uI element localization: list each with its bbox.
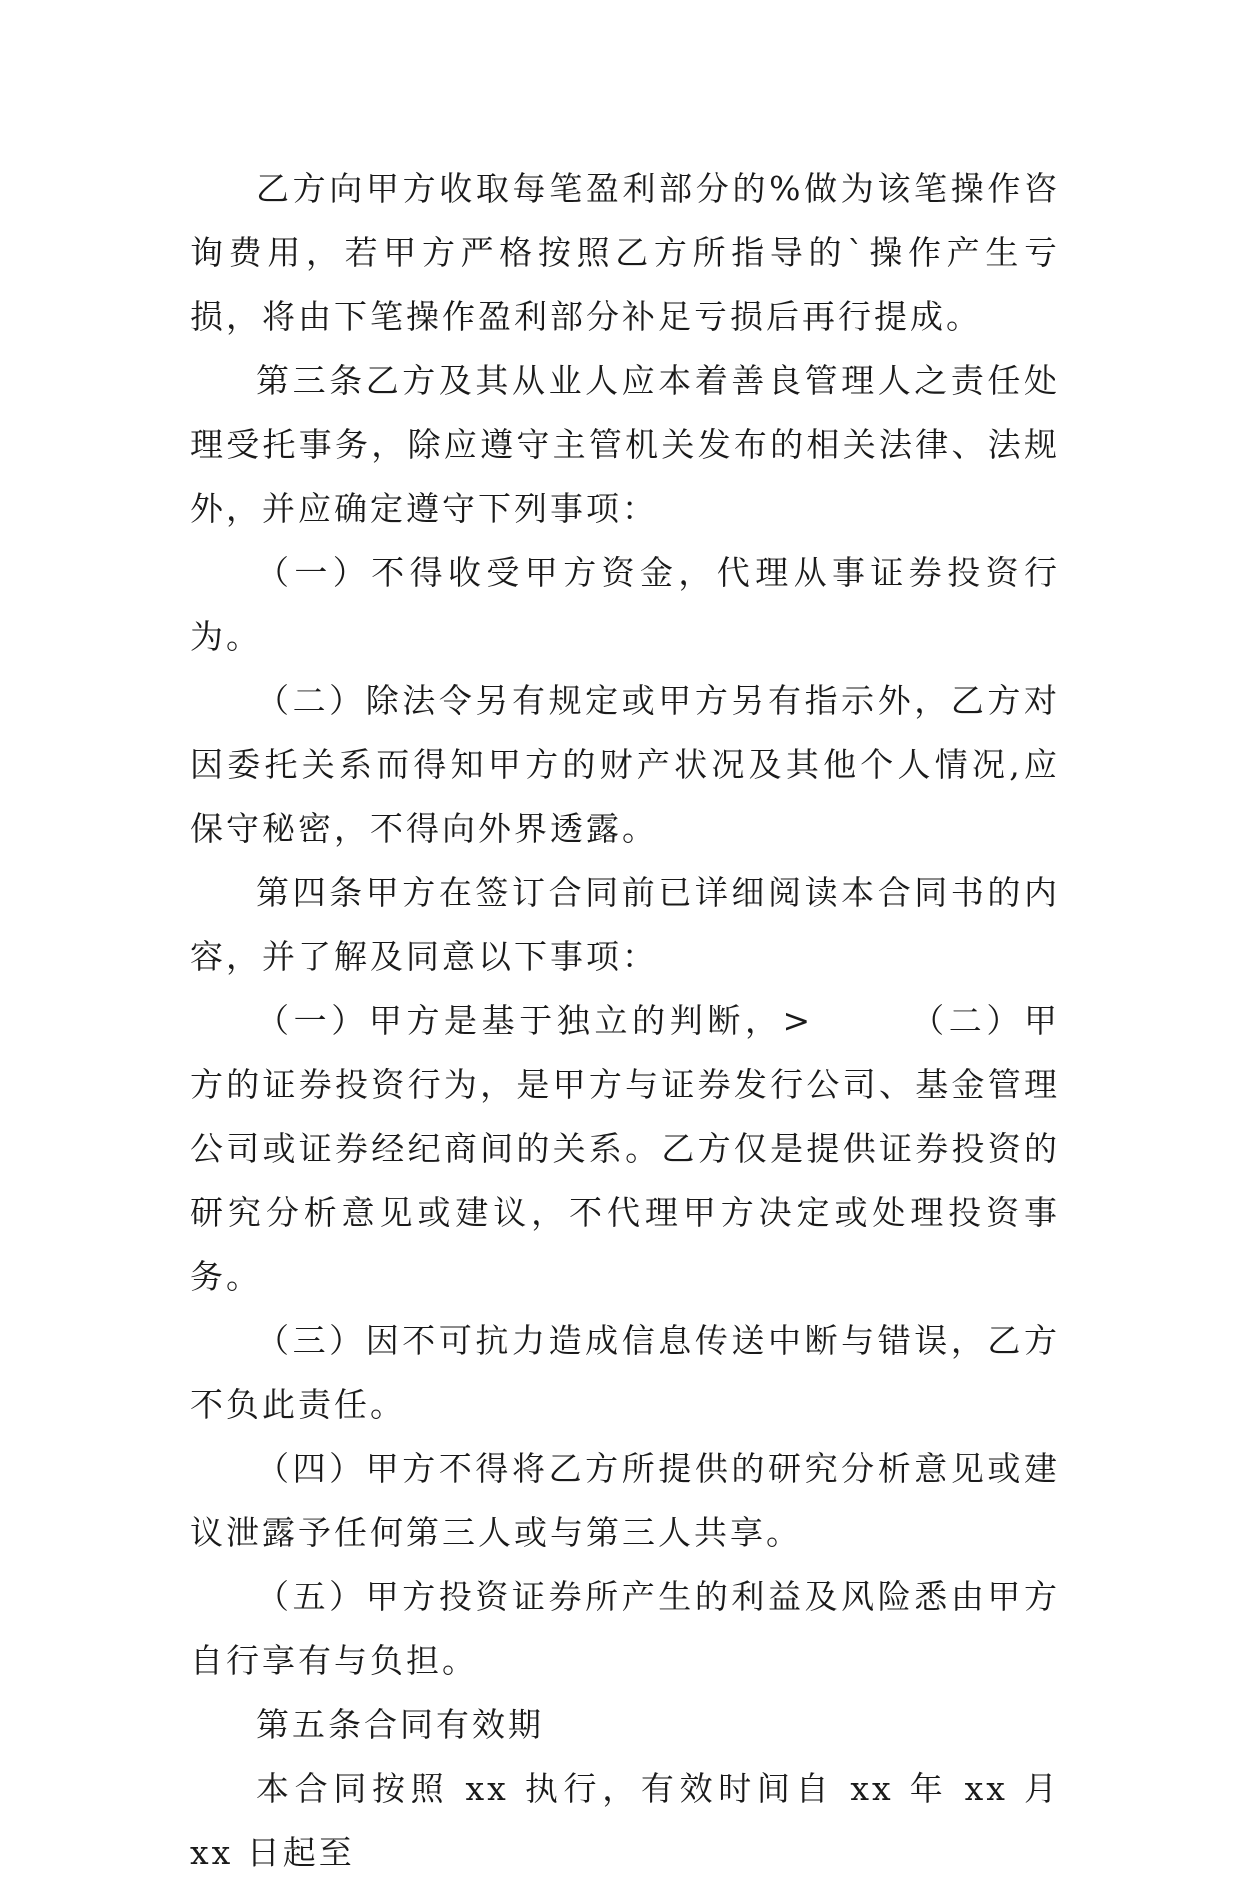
paragraph-article-4-item-5: （五）甲方投资证券所产生的利益及风险悉由甲方自行享有与负担。 (190, 1577, 1060, 1680)
paragraph-fee-terms: 乙方向甲方收取每笔盈利部分的%做为该笔操作咨询费用，若甲方严格按照乙方所指导的`操作产生亏损，将由下笔操作盈利部分补足亏损后再行提成。 (190, 169, 1060, 336)
paragraph-article-4-items-1-2: （一）甲方是基于独立的判断，> （二）甲方的证券投资行为，是甲方与证券发行公司、基金管理公司或证券经纪商间的关系。乙方仅是提供证券投资的研究分析意见或建议，不代理甲方决定或处理投资事务。 (190, 1001, 1060, 1296)
paragraph-article-5-validity: 本合同按照 xx 执行，有效时间自 xx 年 xx 月 xx 日起至 (190, 1769, 1060, 1872)
paragraph-article-3: 第三条乙方及其从业人应本着善良管理人之责任处理受托事务，除应遵守主管机关发布的相关法律、法规外，并应确定遵守下列事项： (190, 361, 1060, 528)
paragraph-article-4: 第四条甲方在签订合同前已详细阅读本合同书的内容，并了解及同意以下事项： (190, 873, 1060, 976)
paragraph-article-5-heading: 第五条合同有效期 (256, 1705, 544, 1744)
document-body (190, 157, 1060, 1885)
paragraph-article-4-item-3: （三）因不可抗力造成信息传送中断与错误，乙方不负此责任。 (190, 1321, 1060, 1424)
paragraph-article-4-item-4: （四）甲方不得将乙方所提供的研究分析意见或建议泄露予任何第三人或与第三人共享。 (190, 1449, 1060, 1552)
paragraph-article-3-item-2: （二）除法令另有规定或甲方另有指示外，乙方对因委托关系而得知甲方的财产状况及其他个人情况,应保守秘密，不得向外界透露。 (190, 681, 1060, 848)
paragraph-article-3-item-1: （一）不得收受甲方资金，代理从事证券投资行为。 (190, 553, 1060, 656)
